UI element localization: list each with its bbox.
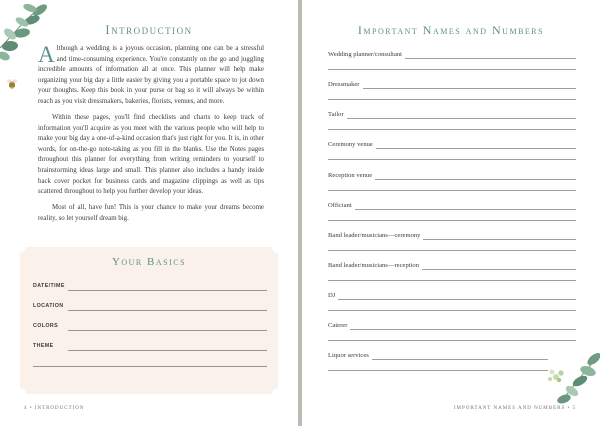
flower-sprig-icon — [542, 345, 600, 407]
drop-cap: A — [38, 42, 55, 67]
field-label: LOCATION — [33, 303, 64, 309]
entry-label: Band leader/musicians—ceremony — [328, 232, 423, 240]
colors-field[interactable] — [33, 319, 267, 331]
page-folio: 4 • INTRODUCTION — [24, 406, 85, 411]
bee-icon — [6, 78, 18, 90]
intro-text — [38, 44, 264, 230]
entry-label: Officiant — [328, 202, 355, 210]
entry-label: Ceremony venue — [328, 141, 376, 149]
entry-label: DJ — [328, 292, 338, 300]
page-title: Introduction — [105, 23, 193, 37]
intro-paragraph: Within these pages, you'll find checklists and charts to keep track of information you'll acquire as you meet with the various people who will help to make your big day a one-of-a-kind occasion that's just right for you. It is, in other words, for on-the-go note-taking as you fill in the blanks. Use the Notes pages throughout this planner for everything from writing reminders to yourself to brainstorming ideas large and small. This planner also includes a handy inside back cover pocket for business cards and magazine clippings as well as tips scattered throughout to help you further develop your ideas. — [38, 114, 264, 196]
date-time-field[interactable] — [33, 279, 267, 291]
entry-label: Tailor — [328, 111, 347, 119]
intro-paragraph: Most of all, have fun! This is your chance to make your dreams become reality, so let yourself dream big. — [38, 204, 264, 222]
page-title: Important Names and Numbers — [357, 23, 545, 37]
entry-label: Reception venue — [328, 172, 375, 180]
location-field[interactable] — [33, 299, 267, 311]
field-label: THEME — [33, 343, 54, 349]
theme-field[interactable] — [33, 339, 267, 351]
your-basics-panel — [20, 247, 278, 394]
right-page — [302, 0, 600, 426]
intro-paragraph: Although a wedding is a joyous occasion, planning one can be a stressful and time-consuming experience. You're constantly on the go and juggling incredible amounts of information all at once. This planner will help make organizing your big day a little easier by giving you a portable space to jot down your thoughts. Keep this book in your purse or bag so it will always be within reach as you visit dressmakers, bakeries, florists, venues, and more. — [38, 42, 264, 105]
entry-label: Liquor services — [328, 352, 372, 360]
left-page — [0, 0, 298, 426]
entry-label: Band leader/musicians—reception — [328, 262, 422, 270]
basics-title: Your Basics — [111, 256, 187, 268]
field-label: DATE/TIME — [33, 283, 65, 289]
field-label: COLORS — [33, 323, 59, 329]
theme-extra-line[interactable] — [33, 355, 267, 367]
page-folio: IMPORTANT NAMES AND NUMBERS • 5 — [453, 406, 576, 411]
entry-label: Wedding planner/consultant — [328, 51, 405, 59]
entry-label: Dressmaker — [328, 81, 363, 89]
entry-label: Caterer — [328, 322, 350, 330]
